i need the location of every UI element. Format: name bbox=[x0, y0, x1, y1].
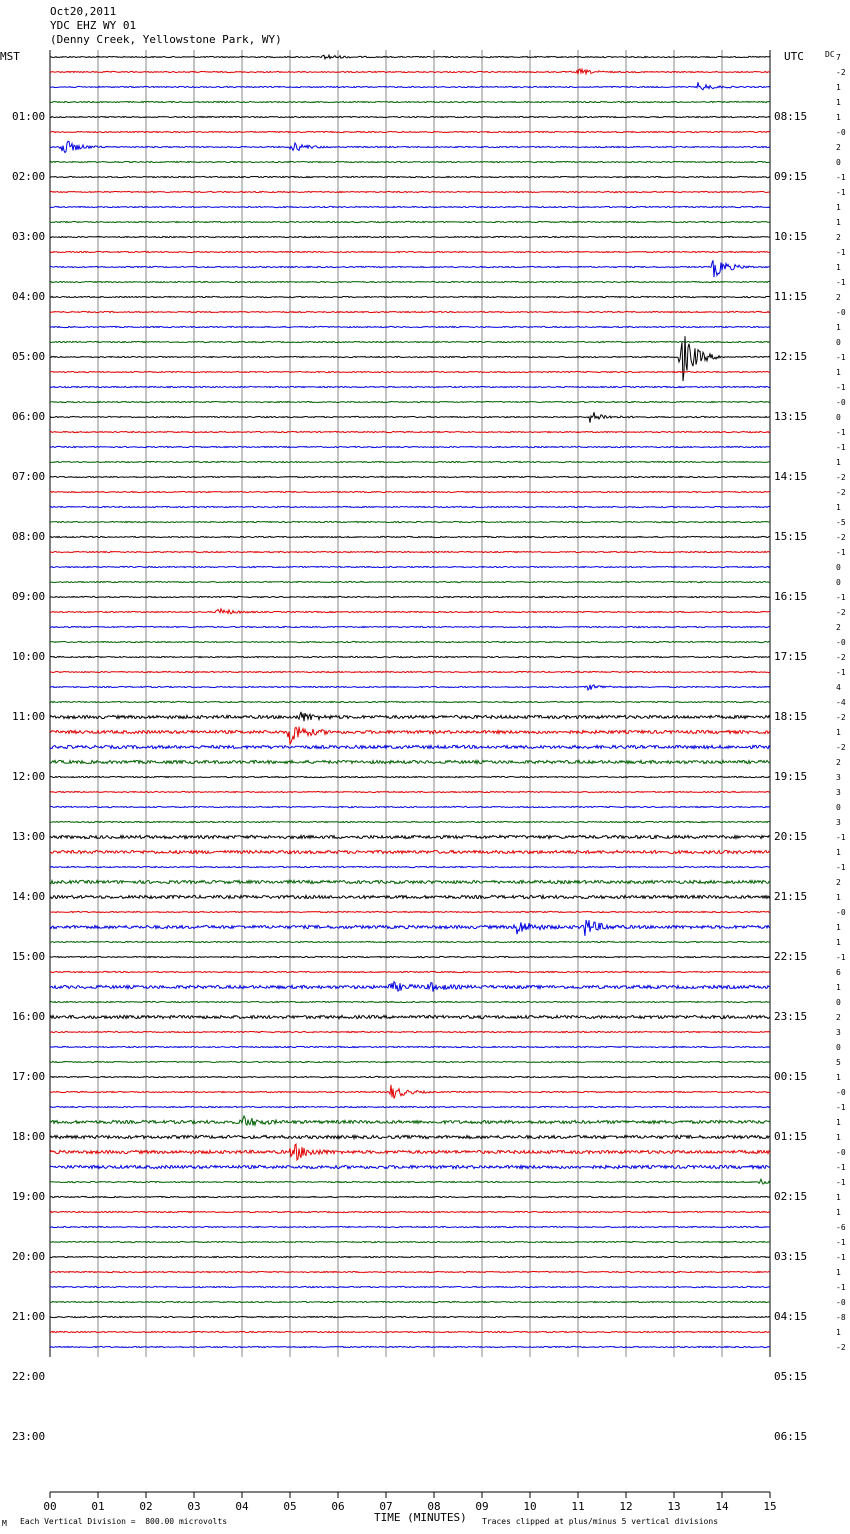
dc-offset-value: -1 bbox=[836, 593, 846, 602]
mst-hour-label: 02:00 bbox=[12, 170, 46, 183]
seismic-trace bbox=[50, 776, 770, 777]
dc-offset-value: 1 bbox=[836, 1193, 841, 1202]
dc-offset-value: 3 bbox=[836, 818, 841, 827]
seismic-trace bbox=[50, 326, 770, 327]
dc-offset-value: -1 bbox=[836, 1103, 846, 1112]
seismic-trace bbox=[50, 141, 770, 152]
mst-hour-label: 04:00 bbox=[12, 290, 46, 303]
utc-hour-label: 14:15 bbox=[774, 470, 808, 483]
seismic-trace bbox=[50, 626, 770, 627]
seismic-trace bbox=[50, 821, 770, 822]
mst-hour-label: 19:00 bbox=[12, 1190, 46, 1203]
dc-offset-value: -2 bbox=[836, 713, 846, 722]
scale-note: Each Vertical Division = 800.00 microvolts bbox=[20, 1517, 228, 1526]
dc-offset-value: 7 bbox=[836, 53, 841, 62]
seismic-trace bbox=[50, 791, 770, 792]
seismic-trace bbox=[50, 551, 770, 552]
seismic-trace bbox=[50, 581, 770, 582]
seismic-trace bbox=[50, 712, 770, 721]
seismic-trace bbox=[50, 566, 770, 567]
utc-hour-label: 13:15 bbox=[774, 410, 808, 423]
seismic-trace bbox=[50, 835, 770, 838]
seismic-trace bbox=[50, 1135, 770, 1138]
dc-offset-value: -6 bbox=[836, 1223, 846, 1232]
dc-offset-value: 1 bbox=[836, 1328, 841, 1337]
dc-offset-value: 2 bbox=[836, 1013, 841, 1022]
header-location: (Denny Creek, Yellowstone Park, WY) bbox=[50, 33, 282, 46]
seismic-trace bbox=[50, 1031, 770, 1032]
dc-offset-value: -0 bbox=[836, 638, 846, 647]
x-tick-label: 07 bbox=[379, 1500, 393, 1513]
dc-offset-value: -1 bbox=[836, 278, 846, 287]
utc-hour-label: 16:15 bbox=[774, 590, 808, 603]
x-tick-label: 02 bbox=[139, 1500, 153, 1513]
dc-offset-value: -1 bbox=[836, 443, 846, 452]
x-tick-label: 03 bbox=[187, 1500, 201, 1513]
mst-hour-label: 23:00 bbox=[12, 1430, 46, 1443]
utc-axis-label: UTC bbox=[784, 50, 804, 63]
dc-offset-value: 5 bbox=[836, 1058, 841, 1067]
x-tick-label: 14 bbox=[715, 1500, 729, 1513]
dc-offset-value: -1 bbox=[836, 173, 846, 182]
seismic-trace bbox=[50, 1144, 770, 1160]
dc-offset-value: -2 bbox=[836, 1343, 846, 1352]
dc-offset-value: 2 bbox=[836, 878, 841, 887]
dc-offset-value: -4 bbox=[836, 698, 846, 707]
utc-hour-label: 21:15 bbox=[774, 890, 808, 903]
seismic-trace bbox=[50, 1271, 770, 1272]
seismic-trace bbox=[50, 101, 770, 102]
x-tick-label: 08 bbox=[427, 1500, 441, 1513]
seismic-trace bbox=[50, 260, 770, 277]
utc-hour-label: 12:15 bbox=[774, 350, 808, 363]
dc-offset-value: 0 bbox=[836, 998, 841, 1007]
dc-offset-value: -0 bbox=[836, 398, 846, 407]
mst-hour-label: 22:00 bbox=[12, 1370, 46, 1383]
x-tick-label: 04 bbox=[235, 1500, 249, 1513]
dc-offset-value: 6 bbox=[836, 968, 841, 977]
x-tick-label: 06 bbox=[331, 1500, 345, 1513]
dc-offset-value: 0 bbox=[836, 1043, 841, 1052]
mst-hour-label: 12:00 bbox=[12, 770, 46, 783]
dc-offset-value: -1 bbox=[836, 953, 846, 962]
x-tick-label: 10 bbox=[523, 1500, 537, 1513]
dc-offset-value: 1 bbox=[836, 98, 841, 107]
mst-hour-label: 16:00 bbox=[12, 1010, 46, 1023]
utc-hour-label: 19:15 bbox=[774, 770, 808, 783]
seismic-trace bbox=[50, 296, 770, 297]
seismic-trace bbox=[50, 1226, 770, 1227]
mst-hour-label: 07:00 bbox=[12, 470, 46, 483]
seismic-trace bbox=[50, 1179, 770, 1184]
seismic-trace bbox=[50, 971, 770, 972]
dc-offset-value: 1 bbox=[836, 1268, 841, 1277]
clip-note: Traces clipped at plus/minus 5 vertical divisions bbox=[482, 1517, 719, 1526]
seismic-trace bbox=[50, 311, 770, 312]
dc-offset-value: 1 bbox=[836, 938, 841, 947]
seismic-trace bbox=[50, 69, 770, 74]
mst-hour-label: 06:00 bbox=[12, 410, 46, 423]
seismic-trace bbox=[50, 116, 770, 117]
seismic-trace bbox=[50, 55, 770, 59]
x-tick-label: 00 bbox=[43, 1500, 57, 1513]
dc-offset-value: -5 bbox=[836, 518, 846, 527]
dc-offset-value: -1 bbox=[836, 428, 846, 437]
seismic-trace bbox=[50, 401, 770, 402]
dc-offset-value: 2 bbox=[836, 233, 841, 242]
dc-offset-value: -1 bbox=[836, 863, 846, 872]
mst-hour-label: 03:00 bbox=[12, 230, 46, 243]
utc-hour-label: 01:15 bbox=[774, 1130, 808, 1143]
seismic-trace bbox=[50, 1076, 770, 1077]
seismic-trace bbox=[50, 1116, 770, 1126]
seismic-trace bbox=[50, 206, 770, 207]
seismic-trace bbox=[50, 82, 770, 89]
seismic-trace bbox=[50, 671, 770, 672]
dc-offset-value: -1 bbox=[836, 668, 846, 677]
seismic-trace bbox=[50, 880, 770, 883]
seismic-trace bbox=[50, 727, 770, 745]
dc-offset-value: 1 bbox=[836, 728, 841, 737]
seismic-trace bbox=[50, 609, 770, 614]
seismic-trace bbox=[50, 176, 770, 177]
dc-offset-value: 1 bbox=[836, 1073, 841, 1082]
dc-offset-value: 0 bbox=[836, 338, 841, 347]
seismic-trace bbox=[50, 1211, 770, 1212]
seismic-trace bbox=[50, 1085, 770, 1099]
seismic-trace bbox=[50, 281, 770, 282]
dc-offset-value: 2 bbox=[836, 293, 841, 302]
mst-hour-label: 09:00 bbox=[12, 590, 46, 603]
dc-offset-value: 1 bbox=[836, 218, 841, 227]
dc-offset-value: -0 bbox=[836, 1088, 846, 1097]
dc-offset-value: 1 bbox=[836, 848, 841, 857]
utc-hour-label: 20:15 bbox=[774, 830, 808, 843]
dc-offset-value: 1 bbox=[836, 893, 841, 902]
seismic-trace bbox=[50, 1046, 770, 1047]
mst-hour-label: 13:00 bbox=[12, 830, 46, 843]
dc-offset-value: -2 bbox=[836, 533, 846, 542]
seismic-traces bbox=[50, 55, 770, 1348]
header-date: Oct20,2011 bbox=[50, 5, 117, 18]
dc-offset-value: -0 bbox=[836, 1298, 846, 1307]
dc-offset-value: -1 bbox=[836, 383, 846, 392]
dc-offset-value: -1 bbox=[836, 1283, 846, 1292]
dc-offset-value: -1 bbox=[836, 548, 846, 557]
utc-hour-label: 05:15 bbox=[774, 1370, 808, 1383]
seismic-trace bbox=[50, 1346, 770, 1347]
dc-offset-value: 1 bbox=[836, 923, 841, 932]
dc-offset-value: 2 bbox=[836, 143, 841, 152]
seismic-trace bbox=[50, 191, 770, 192]
dc-offset-value: -2 bbox=[836, 488, 846, 497]
seismic-trace bbox=[50, 251, 770, 252]
utc-hour-label: 23:15 bbox=[774, 1010, 808, 1023]
utc-hour-label: 10:15 bbox=[774, 230, 808, 243]
mst-hour-label: 20:00 bbox=[12, 1250, 46, 1263]
mst-hour-label: 05:00 bbox=[12, 350, 46, 363]
dc-offset-value: 3 bbox=[836, 773, 841, 782]
mst-hour-label: 10:00 bbox=[12, 650, 46, 663]
seismic-trace bbox=[50, 982, 770, 992]
mst-hour-label: 21:00 bbox=[12, 1310, 46, 1323]
mst-axis-label: MST bbox=[0, 50, 20, 63]
seismic-trace bbox=[50, 341, 770, 342]
dc-offset-value: -1 bbox=[836, 833, 846, 842]
dc-offset-value: -2 bbox=[836, 68, 846, 77]
dc-offset-value: 1 bbox=[836, 263, 841, 272]
seismic-trace bbox=[50, 536, 770, 537]
dc-offset-value: 1 bbox=[836, 1208, 841, 1217]
dc-offset-value: -1 bbox=[836, 188, 846, 197]
utc-hour-label: 00:15 bbox=[774, 1070, 808, 1083]
seismic-trace bbox=[50, 701, 770, 702]
seismic-trace bbox=[50, 236, 770, 237]
dc-offset-value: 1 bbox=[836, 1118, 841, 1127]
seismic-trace bbox=[50, 1331, 770, 1332]
x-tick-label: 11 bbox=[571, 1500, 585, 1513]
mst-hour-label: 01:00 bbox=[12, 110, 46, 123]
dc-offset-value: -1 bbox=[836, 1163, 846, 1172]
seismic-trace bbox=[50, 412, 770, 423]
dc-offset-value: -8 bbox=[836, 1313, 846, 1322]
dc-offset-value: 0 bbox=[836, 563, 841, 572]
seismic-trace bbox=[50, 1241, 770, 1242]
dc-offset-value: 2 bbox=[836, 623, 841, 632]
x-tick-label: 13 bbox=[667, 1500, 681, 1513]
dc-offset-value: 1 bbox=[836, 113, 841, 122]
seismic-trace bbox=[50, 596, 770, 597]
time-axis-title: TIME (MINUTES) bbox=[374, 1511, 467, 1524]
utc-hour-label: 08:15 bbox=[774, 110, 808, 123]
seismic-trace bbox=[50, 161, 770, 162]
utc-hour-label: 06:15 bbox=[774, 1430, 808, 1443]
dc-offset-value: 1 bbox=[836, 1133, 841, 1142]
dc-offset-value: -0 bbox=[836, 1148, 846, 1157]
dc-offset-value: 3 bbox=[836, 1028, 841, 1037]
mst-hour-label: 17:00 bbox=[12, 1070, 46, 1083]
dc-offset-value: 1 bbox=[836, 83, 841, 92]
dc-offset-value: 1 bbox=[836, 458, 841, 467]
dc-offset-value: -2 bbox=[836, 473, 846, 482]
seismic-trace bbox=[50, 1286, 770, 1287]
seismic-trace bbox=[50, 336, 770, 381]
dc-offset-value: -1 bbox=[836, 248, 846, 257]
dc-offset-value: -2 bbox=[836, 653, 846, 662]
seismic-trace bbox=[50, 745, 770, 748]
dc-offset-value: 2 bbox=[836, 758, 841, 767]
utc-hour-label: 03:15 bbox=[774, 1250, 808, 1263]
seismic-trace bbox=[50, 131, 770, 132]
dc-offset-value: 1 bbox=[836, 983, 841, 992]
mst-hour-label: 14:00 bbox=[12, 890, 46, 903]
seismic-trace bbox=[50, 941, 770, 942]
dc-offset-value: 0 bbox=[836, 578, 841, 587]
seismic-trace bbox=[50, 431, 770, 432]
seismic-trace bbox=[50, 956, 770, 957]
seismic-trace bbox=[50, 920, 770, 936]
dc-offset-value: 0 bbox=[836, 158, 841, 167]
seismic-trace bbox=[50, 221, 770, 222]
seismic-trace bbox=[50, 386, 770, 387]
seismic-trace bbox=[50, 1196, 770, 1197]
seismic-trace bbox=[50, 1001, 770, 1002]
dc-offset-value: -2 bbox=[836, 608, 846, 617]
seismic-trace bbox=[50, 1061, 770, 1062]
mst-hour-label: 11:00 bbox=[12, 710, 46, 723]
utc-hour-label: 02:15 bbox=[774, 1190, 808, 1203]
mst-hour-label: 18:00 bbox=[12, 1130, 46, 1143]
dc-offset-value: -0 bbox=[836, 308, 846, 317]
utc-hour-label: 22:15 bbox=[774, 950, 808, 963]
seismic-trace bbox=[50, 850, 770, 853]
dc-offset-value: 4 bbox=[836, 683, 841, 692]
seismic-trace bbox=[50, 1106, 770, 1107]
utc-hour-label: 15:15 bbox=[774, 530, 808, 543]
seismic-trace bbox=[50, 521, 770, 522]
seismic-trace bbox=[50, 1165, 770, 1168]
dc-offset-value: 0 bbox=[836, 803, 841, 812]
seismic-trace bbox=[50, 461, 770, 462]
seismic-trace bbox=[50, 491, 770, 492]
utc-hour-label: 04:15 bbox=[774, 1310, 808, 1323]
corner-mark: M bbox=[2, 1519, 7, 1528]
dc-offset-value: -0 bbox=[836, 908, 846, 917]
seismic-trace bbox=[50, 1316, 770, 1317]
dc-label: DC bbox=[825, 50, 835, 59]
seismic-trace bbox=[50, 1301, 770, 1302]
seismic-trace bbox=[50, 760, 770, 763]
seismic-trace bbox=[50, 476, 770, 477]
dc-offset-value: 3 bbox=[836, 788, 841, 797]
seismic-trace bbox=[50, 806, 770, 807]
time-grid bbox=[50, 50, 770, 1492]
seismic-trace bbox=[50, 685, 770, 690]
x-tick-label: 15 bbox=[763, 1500, 777, 1513]
utc-hour-label: 11:15 bbox=[774, 290, 808, 303]
x-tick-labels bbox=[43, 1492, 776, 1513]
dc-offset-value: -1 bbox=[836, 1253, 846, 1262]
x-tick-label: 05 bbox=[283, 1500, 297, 1513]
x-tick-label: 12 bbox=[619, 1500, 633, 1513]
seismic-trace bbox=[50, 371, 770, 372]
mst-hour-label: 08:00 bbox=[12, 530, 46, 543]
seismic-trace bbox=[50, 866, 770, 867]
seismic-trace bbox=[50, 506, 770, 507]
seismic-trace bbox=[50, 895, 770, 898]
seismic-trace bbox=[50, 1256, 770, 1257]
dc-offset-value: 1 bbox=[836, 503, 841, 512]
seismic-trace bbox=[50, 641, 770, 642]
seismic-trace bbox=[50, 911, 770, 912]
dc-offset-value: 1 bbox=[836, 323, 841, 332]
mst-hour-label: 15:00 bbox=[12, 950, 46, 963]
seismic-trace bbox=[50, 446, 770, 447]
dc-offset-value: 1 bbox=[836, 203, 841, 212]
seismic-trace bbox=[50, 1015, 770, 1018]
x-tick-label: 01 bbox=[91, 1500, 105, 1513]
seismic-trace bbox=[50, 656, 770, 657]
dc-offset-value: 0 bbox=[836, 413, 841, 422]
dc-offset-value: -1 bbox=[836, 353, 846, 362]
utc-hour-label: 18:15 bbox=[774, 710, 808, 723]
dc-offset-value: -1 bbox=[836, 1238, 846, 1247]
dc-offset-value: -0 bbox=[836, 128, 846, 137]
x-tick-label: 09 bbox=[475, 1500, 489, 1513]
utc-hour-label: 17:15 bbox=[774, 650, 808, 663]
utc-hour-label: 09:15 bbox=[774, 170, 808, 183]
header-station: YDC EHZ WY 01 bbox=[50, 19, 137, 32]
dc-offset-value: -1 bbox=[836, 1178, 846, 1187]
dc-offset-value: -2 bbox=[836, 743, 846, 752]
dc-offset-value: 1 bbox=[836, 368, 841, 377]
